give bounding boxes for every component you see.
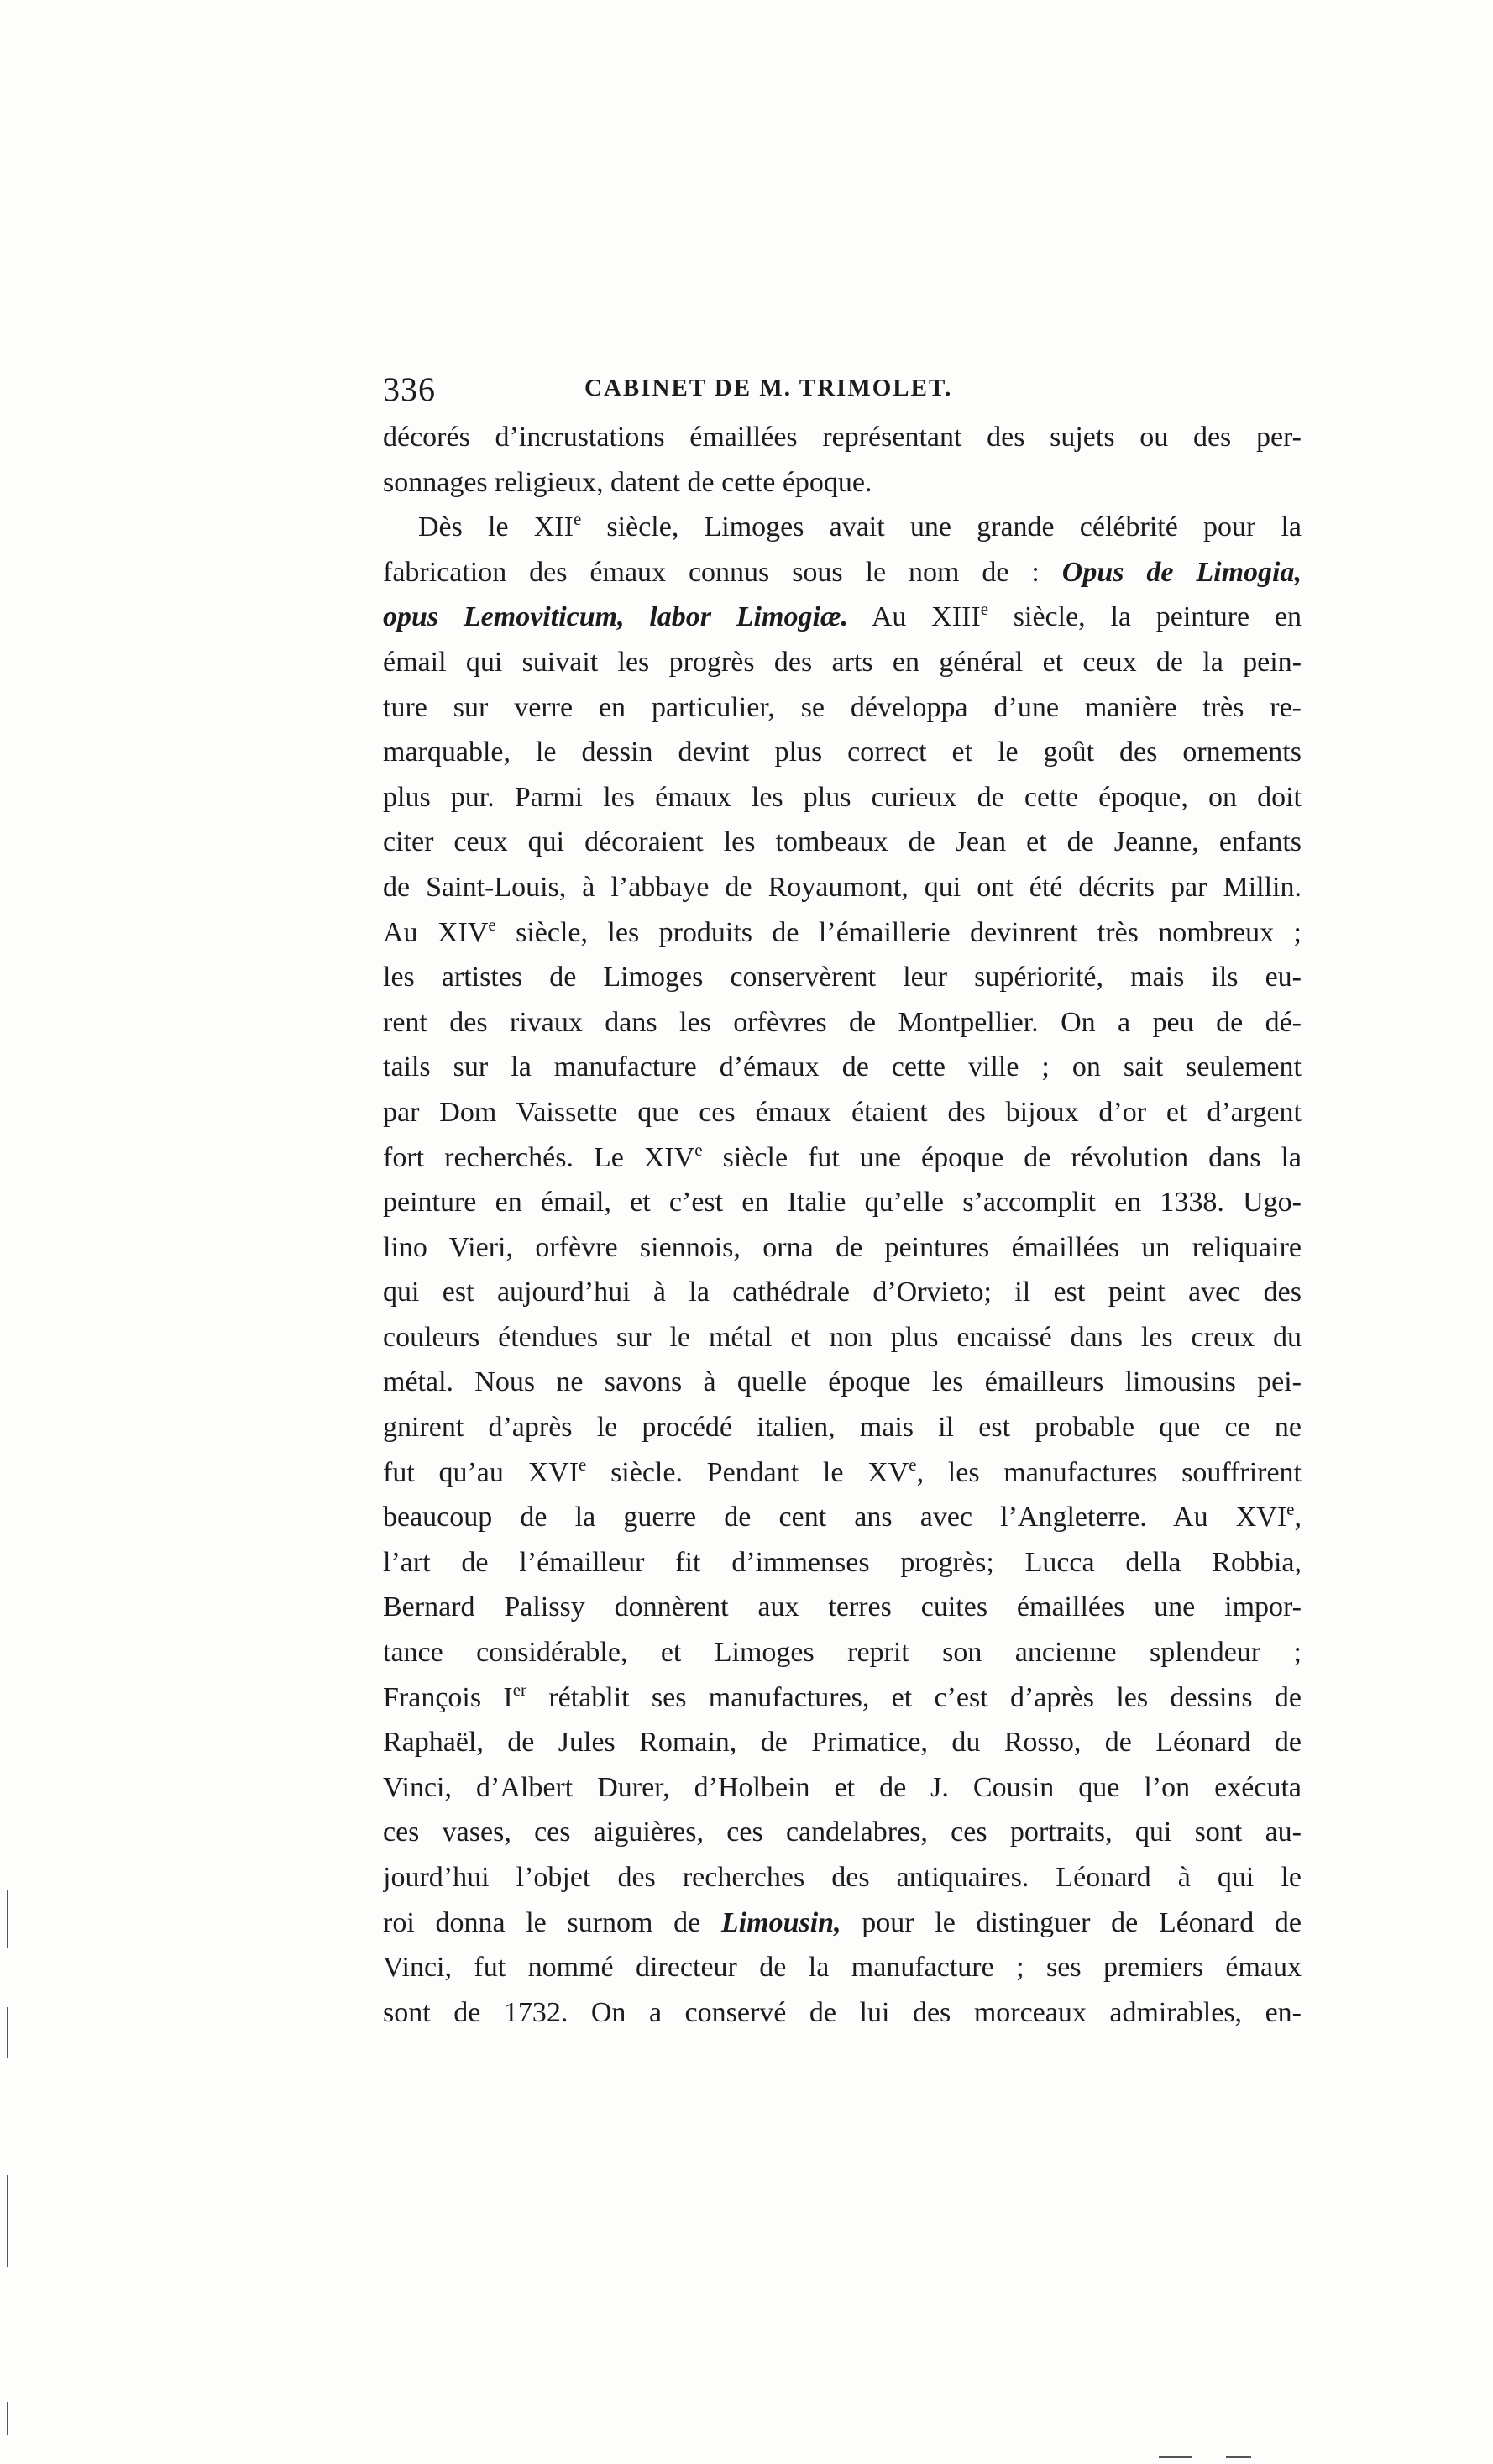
- page-number: 336: [383, 370, 436, 408]
- text-run: François I: [383, 1681, 513, 1713]
- text-line: [383, 1000, 1302, 1046]
- text-line: [383, 1405, 1302, 1450]
- text-line: [383, 730, 1302, 775]
- text-line: [383, 1045, 1302, 1090]
- text-run: tails sur la manufacture d’émaux de cette ville ; on sait seulement: [383, 1051, 1302, 1083]
- text-line: [383, 1090, 1302, 1135]
- text-run: rétablit ses manufactures, et c’est d’après les dessins de: [526, 1681, 1302, 1713]
- text-line: [383, 1945, 1302, 1990]
- text-line: [383, 1810, 1302, 1855]
- scan-margin-mark: [7, 2007, 8, 2058]
- superscript: e: [1286, 1499, 1295, 1520]
- text-line: [383, 640, 1302, 685]
- text-line: [383, 1495, 1302, 1540]
- text-line: [383, 1900, 1302, 1946]
- scan-bottom-mark: [1159, 2456, 1192, 2458]
- text-run: fabrication des émaux connus sous le nom de :: [383, 556, 1062, 588]
- text-line: [383, 910, 1302, 956]
- text-run: siècle, Limoges avait une grande célébrité pour la: [581, 511, 1302, 543]
- page-header: [383, 370, 1307, 412]
- text-run: siècle, la peinture en: [988, 601, 1302, 633]
- text-run: Bernard Palissy donnèrent aux terres cuites émaillées une impor-: [383, 1591, 1302, 1623]
- text-run: lino Vieri, orfèvre siennois, orna de peintures émaillées un reliquaire: [383, 1231, 1302, 1263]
- text-line: [383, 415, 1302, 460]
- italic-phrase: Limousin,: [720, 1906, 841, 1938]
- text-line: [383, 505, 1302, 550]
- scan-bottom-mark: [1226, 2456, 1251, 2458]
- text-line: [383, 1720, 1302, 1765]
- text-run: roi donna le surnom de: [383, 1906, 721, 1938]
- text-line: [383, 865, 1302, 910]
- superscript: e: [909, 1454, 917, 1475]
- text-run: rent des rivaux dans les orfèvres de Montpellier. On a peu de dé-: [383, 1006, 1302, 1038]
- superscript: e: [579, 1454, 587, 1475]
- text-run: , les manufactures souffrirent: [916, 1456, 1302, 1488]
- text-run: par Dom Vaissette que ces émaux étaient des bijoux d’or et d’argent: [383, 1096, 1302, 1128]
- text-line: [383, 955, 1302, 1000]
- text-run: couleurs étendues sur le métal et non plus encaissé dans les creux du: [383, 1321, 1302, 1353]
- text-line: [383, 1765, 1302, 1811]
- scan-margin-mark: [7, 1890, 8, 1948]
- text-run: Vinci, fut nommé directeur de la manufacture ; ses premiers émaux: [383, 1952, 1302, 1984]
- body-text: [383, 415, 1302, 2035]
- text-line: [383, 460, 1302, 506]
- text-line: [383, 1855, 1302, 1900]
- text-line: [383, 1180, 1302, 1225]
- text-run: Raphaël, de Jules Romain, de Primatice, du Rosso, de Léonard de: [383, 1727, 1302, 1759]
- text-line: [383, 1135, 1302, 1181]
- text-run: pour le distinguer de Léonard de: [841, 1906, 1302, 1938]
- text-run: ces vases, ces aiguières, ces candelabres, ces portraits, qui sont au-: [383, 1817, 1302, 1848]
- text-line: [383, 1630, 1302, 1675]
- text-run: l’art de l’émailleur fit d’immenses progrès; Lucca della Robbia,: [383, 1546, 1302, 1578]
- superscript: e: [488, 914, 496, 935]
- text-line: [383, 1990, 1302, 2036]
- text-run: plus pur. Parmi les émaux les plus curieux de cette époque, on doit: [383, 781, 1302, 813]
- text-run: métal. Nous ne savons à quelle époque les émailleurs limousins pei-: [383, 1366, 1302, 1398]
- text-line: [383, 1585, 1302, 1630]
- text-line: [383, 820, 1302, 865]
- text-run: siècle. Pendant le XV: [586, 1456, 909, 1488]
- text-run: qui est aujourd’hui à la cathédrale d’Orvieto; il est peint avec des: [383, 1277, 1302, 1308]
- superscript: er: [512, 1679, 527, 1700]
- text-line: [383, 1540, 1302, 1586]
- italic-phrase: opus Lemoviticum, labor Limogiæ.: [383, 601, 848, 633]
- text-run: beaucoup de la guerre de cent ans avec l’Angleterre. Au XVI: [383, 1502, 1287, 1533]
- text-run: siècle fut une époque de révolution dans la: [702, 1141, 1302, 1173]
- superscript: e: [573, 509, 582, 530]
- text-line: [383, 775, 1302, 820]
- text-run: émail qui suivait les progrès des arts en général et ceux de la pein-: [383, 646, 1302, 678]
- text-line: [383, 595, 1302, 640]
- scan-margin-mark: [7, 2175, 8, 2267]
- text-line: [383, 1360, 1302, 1405]
- superscript: e: [980, 599, 989, 620]
- text-line: [383, 550, 1302, 595]
- text-run: fut qu’au XVI: [383, 1456, 579, 1488]
- text-run: fort recherchés. Le XIV: [383, 1141, 695, 1173]
- text-run: les artistes de Limoges conservèrent leur supériorité, mais ils eu-: [383, 962, 1302, 993]
- text-run: peinture en émail, et c’est en Italie qu’elle s’accomplit en 1338. Ugo-: [383, 1187, 1302, 1219]
- text-run: siècle, les produits de l’émaillerie devinrent très nombreux ;: [495, 916, 1302, 948]
- text-run: gnirent d’après le procédé italien, mais il est probable que ce ne: [383, 1412, 1302, 1444]
- text-run: sonnages religieux, datent de cette époque.: [383, 466, 872, 498]
- text-run: sont de 1732. On a conservé de lui des morceaux admirables, en-: [383, 1996, 1302, 2028]
- text-run: marquable, le dessin devint plus correct et le goût des ornements: [383, 737, 1302, 768]
- text-line: [383, 1315, 1302, 1360]
- text-line: [383, 1225, 1302, 1271]
- italic-phrase: Opus de Limogia,: [1061, 556, 1302, 588]
- text-line: [383, 1675, 1302, 1721]
- running-title: CABINET DE M. TRIMOLET.: [584, 375, 953, 401]
- text-run: tance considérable, et Limoges reprit son ancienne splendeur ;: [383, 1637, 1302, 1669]
- text-run: Dès le XII: [418, 511, 574, 543]
- text-line: [383, 685, 1302, 731]
- text-line: [383, 1270, 1302, 1315]
- text-line: [383, 1450, 1302, 1496]
- text-run: ,: [1294, 1502, 1302, 1533]
- text-run: Au XIII: [847, 601, 981, 633]
- text-run: de Saint-Louis, à l’abbaye de Royaumont, qui ont été décrits par Millin.: [383, 871, 1302, 903]
- text-run: ture sur verre en particulier, se développa d’une manière très re-: [383, 691, 1302, 723]
- text-run: Vinci, d’Albert Durer, d’Holbein et de J. Cousin que l’on exécuta: [383, 1771, 1302, 1803]
- superscript: e: [694, 1139, 703, 1160]
- text-run: Au XIV: [383, 916, 489, 948]
- text-run: citer ceux qui décoraient les tombeaux de Jean et de Jeanne, enfants: [383, 826, 1302, 858]
- text-run: décorés d’incrustations émaillées représentant des sujets ou des per-: [383, 422, 1302, 453]
- scan-margin-mark: [7, 2402, 8, 2435]
- text-run: jourd’hui l’objet des recherches des antiquaires. Léonard à qui le: [383, 1862, 1302, 1893]
